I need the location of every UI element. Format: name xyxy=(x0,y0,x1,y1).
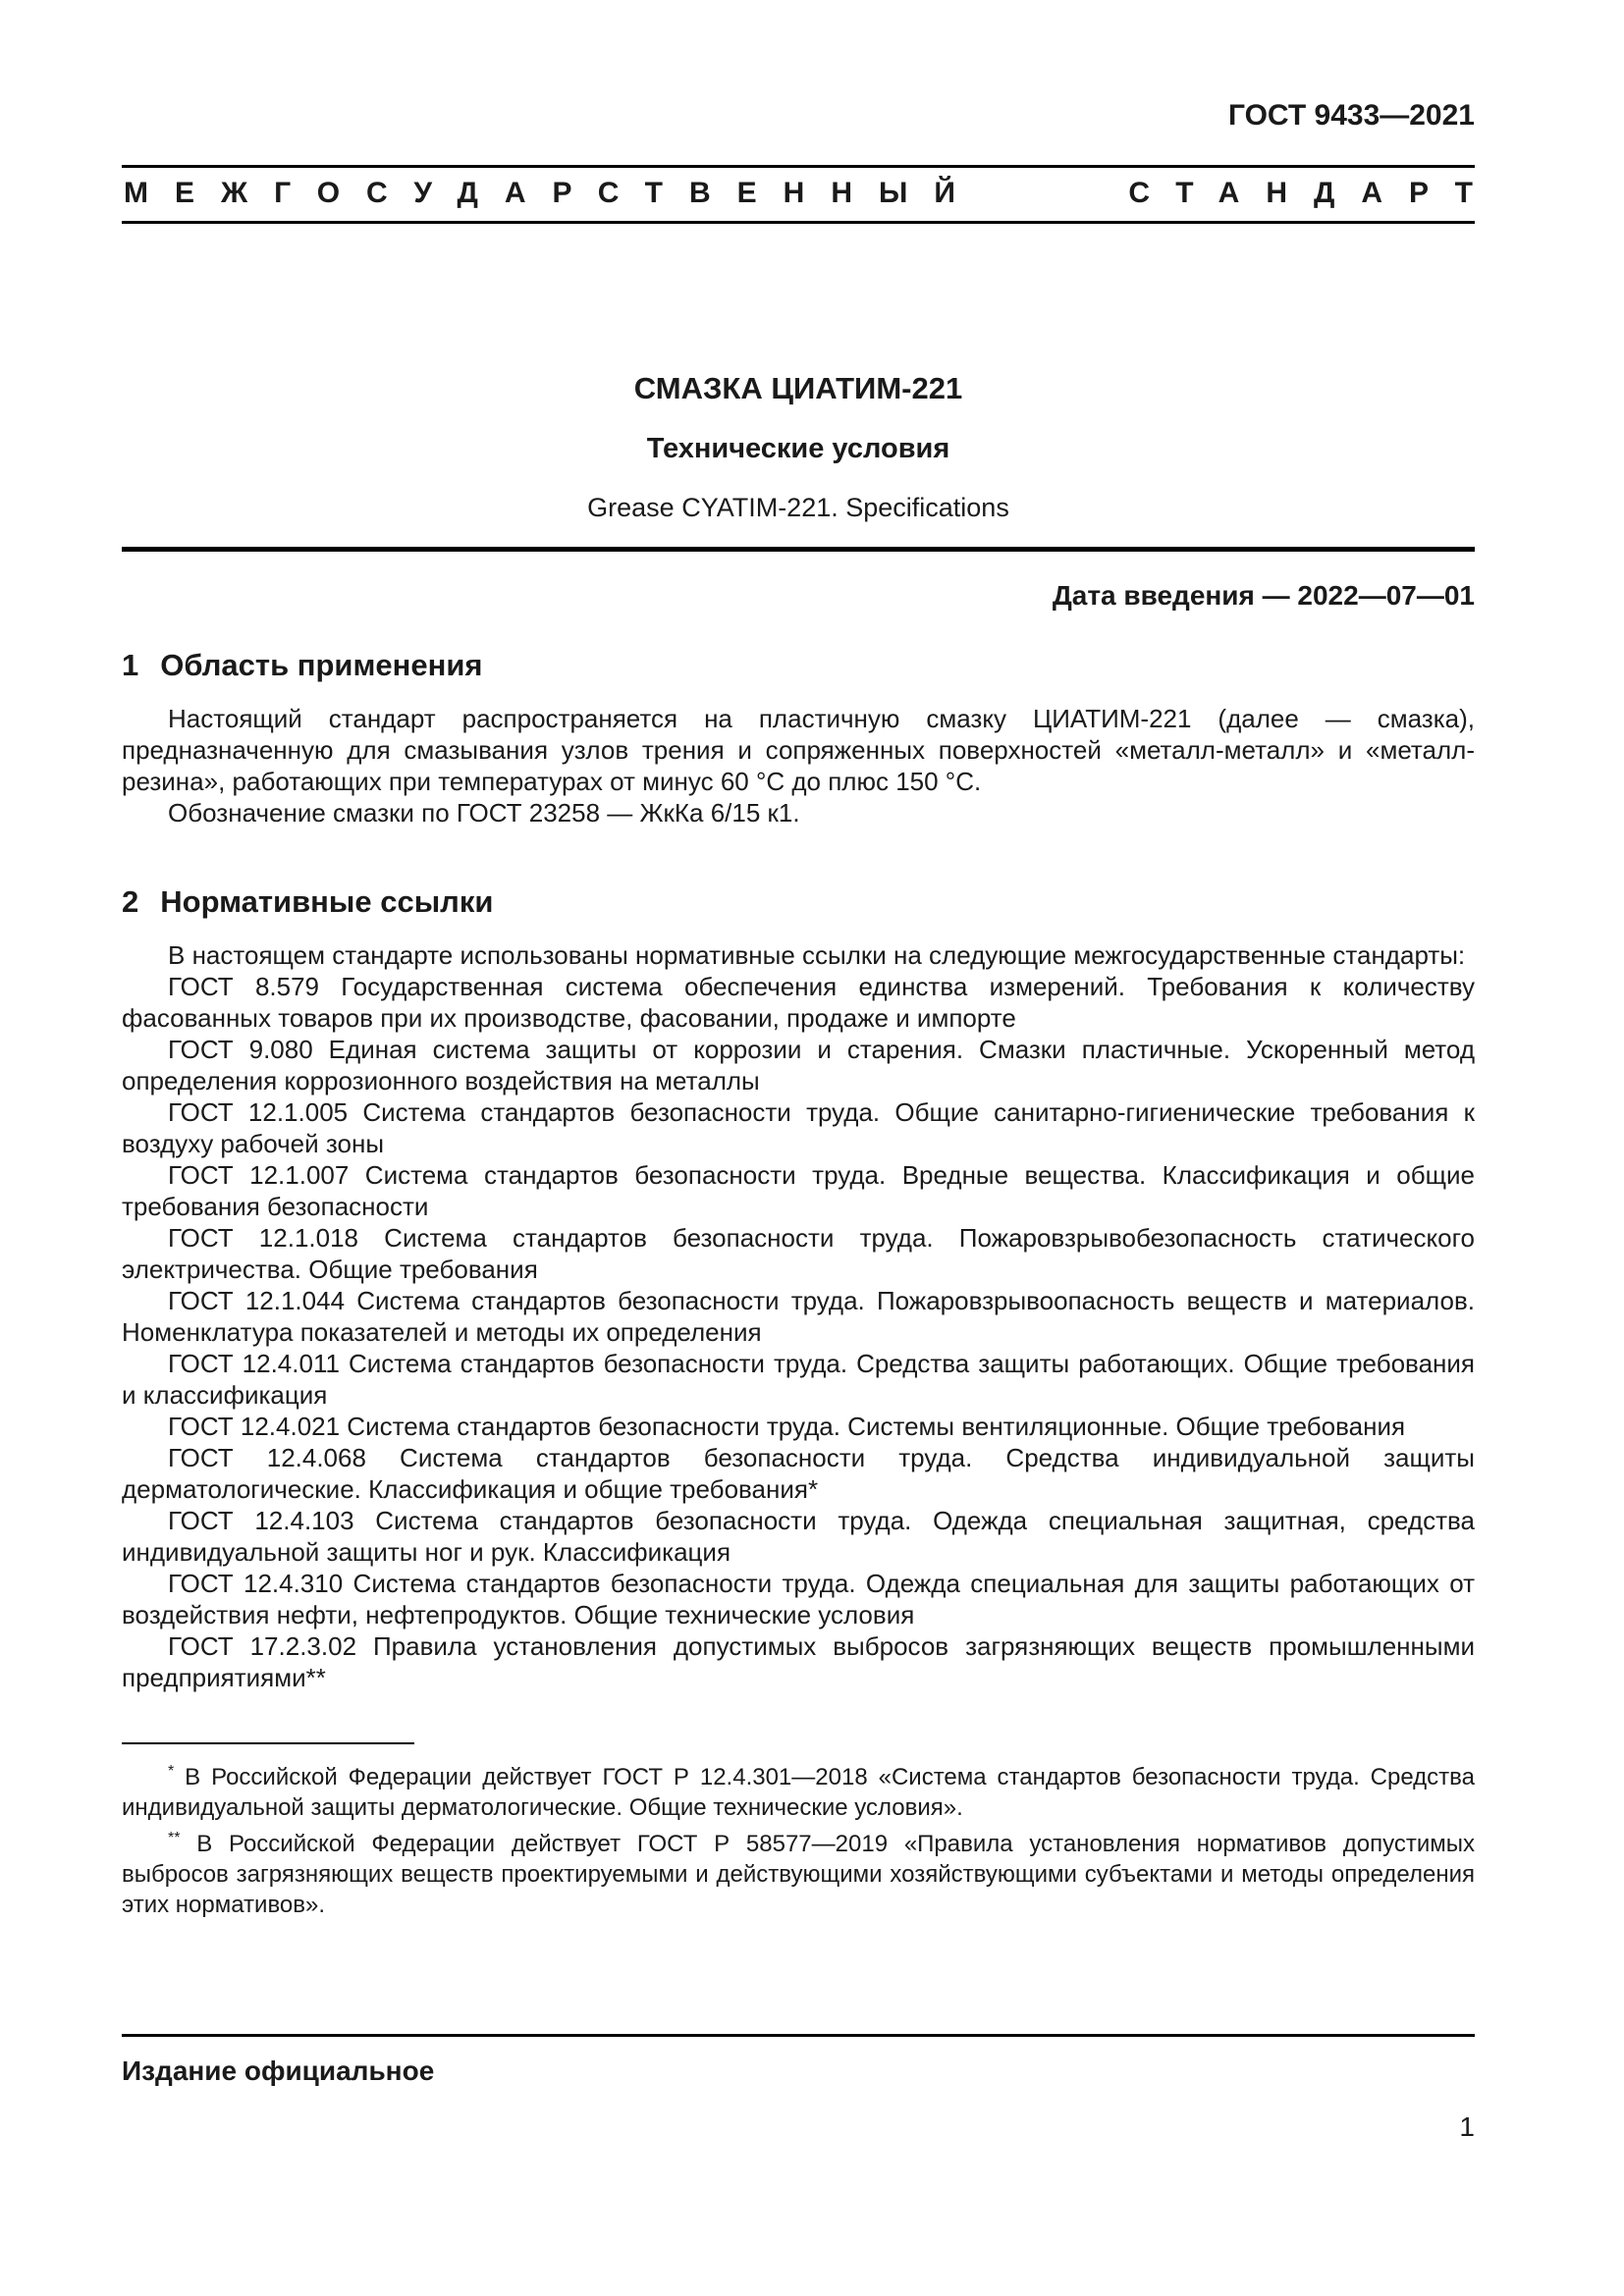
page-footer xyxy=(122,2034,1475,2143)
standard-type-banner xyxy=(122,165,1499,224)
section-title: Нормативные ссылки xyxy=(160,884,494,919)
page-number: 1 xyxy=(1459,2111,1475,2142)
title-block xyxy=(122,371,1475,523)
section-scope xyxy=(122,647,1475,828)
section-number: 2 xyxy=(122,884,139,919)
paragraph: Обозначение смазки по ГОСТ 23258 — ЖкКа 6/15 к1. xyxy=(168,798,800,828)
doc-number: ГОСТ 9433—2021 xyxy=(1227,99,1475,132)
standard-type-word-1: МЕЖГОСУДАРСТВЕННЫЙ xyxy=(124,177,982,209)
effective-date: Дата введения — 2022—07—01 xyxy=(1052,580,1475,611)
footnote xyxy=(122,1823,1475,1920)
paragraph: Настоящий стандарт распространяется на пластичную смазку ЦИАТИМ-221 (далее — смазка), предназначенную для смазывания узлов трения и сопряженных поверхностей «металл-металл» и «металл-резина», работающих при температурах от минус 60 °С до плюс 150 °С. xyxy=(122,704,1475,796)
footnote xyxy=(122,1756,1475,1823)
reference-item: ГОСТ 12.4.011 Система стандартов безопасности труда. Средства защиты работающих. Общие требования и классификация xyxy=(122,1349,1475,1410)
reference-item: ГОСТ 17.2.3.02 Правила установления допустимых выбросов загрязняющих веществ промышленными предприятиями** xyxy=(122,1631,1475,1692)
reference-item: ГОСТ 12.1.007 Система стандартов безопасности труда. Вредные вещества. Классификация и общие требования безопасности xyxy=(122,1160,1475,1221)
document-subtitle: Технические условия xyxy=(646,433,950,464)
title-divider xyxy=(122,547,1475,552)
footnote-marker: ** xyxy=(168,1830,181,1846)
reference-item: ГОСТ 12.4.068 Система стандартов безопасности труда. Средства индивидуальной защиты дерматологические. Классификация и общие требования* xyxy=(122,1443,1475,1504)
section-normative-references xyxy=(122,883,1475,1693)
footnote-text: В Российской Федерации действует ГОСТ Р 58577—2019 «Правила установления нормативов допустимых выбросов загрязняющих веществ проектируемыми и действующими хозяйствующими субъектами и методы определения этих нормативов». xyxy=(122,1831,1476,1918)
reference-item: ГОСТ 12.1.044 Система стандартов безопасности труда. Пожаровзрывоопасность веществ и материалов. Номенклатура показателей и методы их определения xyxy=(122,1286,1475,1347)
footnote-separator xyxy=(122,1742,414,1744)
edition-note: Издание официальное xyxy=(122,2056,435,2086)
section-number: 1 xyxy=(122,648,139,682)
section-2-heading xyxy=(122,883,1475,920)
standard-type-word-2: СТАНДАРТ xyxy=(1128,177,1499,209)
section-1-heading xyxy=(122,647,1475,683)
reference-item: ГОСТ 12.4.103 Система стандартов безопасности труда. Одежда специальная защитная, средства индивидуальной защиты ног и рук. Классификация xyxy=(122,1506,1475,1567)
paragraph: В настоящем стандарте использованы нормативные ссылки на следующие межгосударственные стандарты: xyxy=(168,940,1466,970)
document-title: СМАЗКА ЦИАТИМ-221 xyxy=(633,371,963,405)
reference-item: ГОСТ 9.080 Единая система защиты от коррозии и старения. Смазки пластичные. Ускоренный метод определения коррозионного воздействия на металлы xyxy=(122,1035,1475,1095)
footnote-text: В Российской Федерации действует ГОСТ Р 12.4.301—2018 «Система стандартов безопасности труда. Средства индивидуальной защиты дерматологические. Общие технические условия». xyxy=(122,1764,1475,1821)
footnotes-block xyxy=(122,1742,1475,1920)
reference-item: ГОСТ 12.4.310 Система стандартов безопасности труда. Одежда специальная для защиты работающих от воздействия нефти, нефтепродуктов. Общие технические условия xyxy=(122,1569,1475,1629)
reference-item: ГОСТ 8.579 Государственная система обеспечения единства измерений. Требования к количеству фасованных товаров при их производстве, фасовании, продаже и импорте xyxy=(122,972,1475,1033)
footnote-marker: * xyxy=(168,1763,175,1780)
reference-item: ГОСТ 12.4.021 Система стандартов безопасности труда. Системы вентиляционные. Общие требования xyxy=(168,1412,1406,1441)
reference-item: ГОСТ 12.1.018 Система стандартов безопасности труда. Пожаровзрывобезопасность статического электричества. Общие требования xyxy=(122,1223,1475,1284)
section-title: Область применения xyxy=(160,648,483,682)
document-title-english: Grease CYATIM-221. Specifications xyxy=(587,493,1009,522)
reference-item: ГОСТ 12.1.005 Система стандартов безопасности труда. Общие санитарно-гигиенические требования к воздуху рабочей зоны xyxy=(122,1097,1475,1158)
